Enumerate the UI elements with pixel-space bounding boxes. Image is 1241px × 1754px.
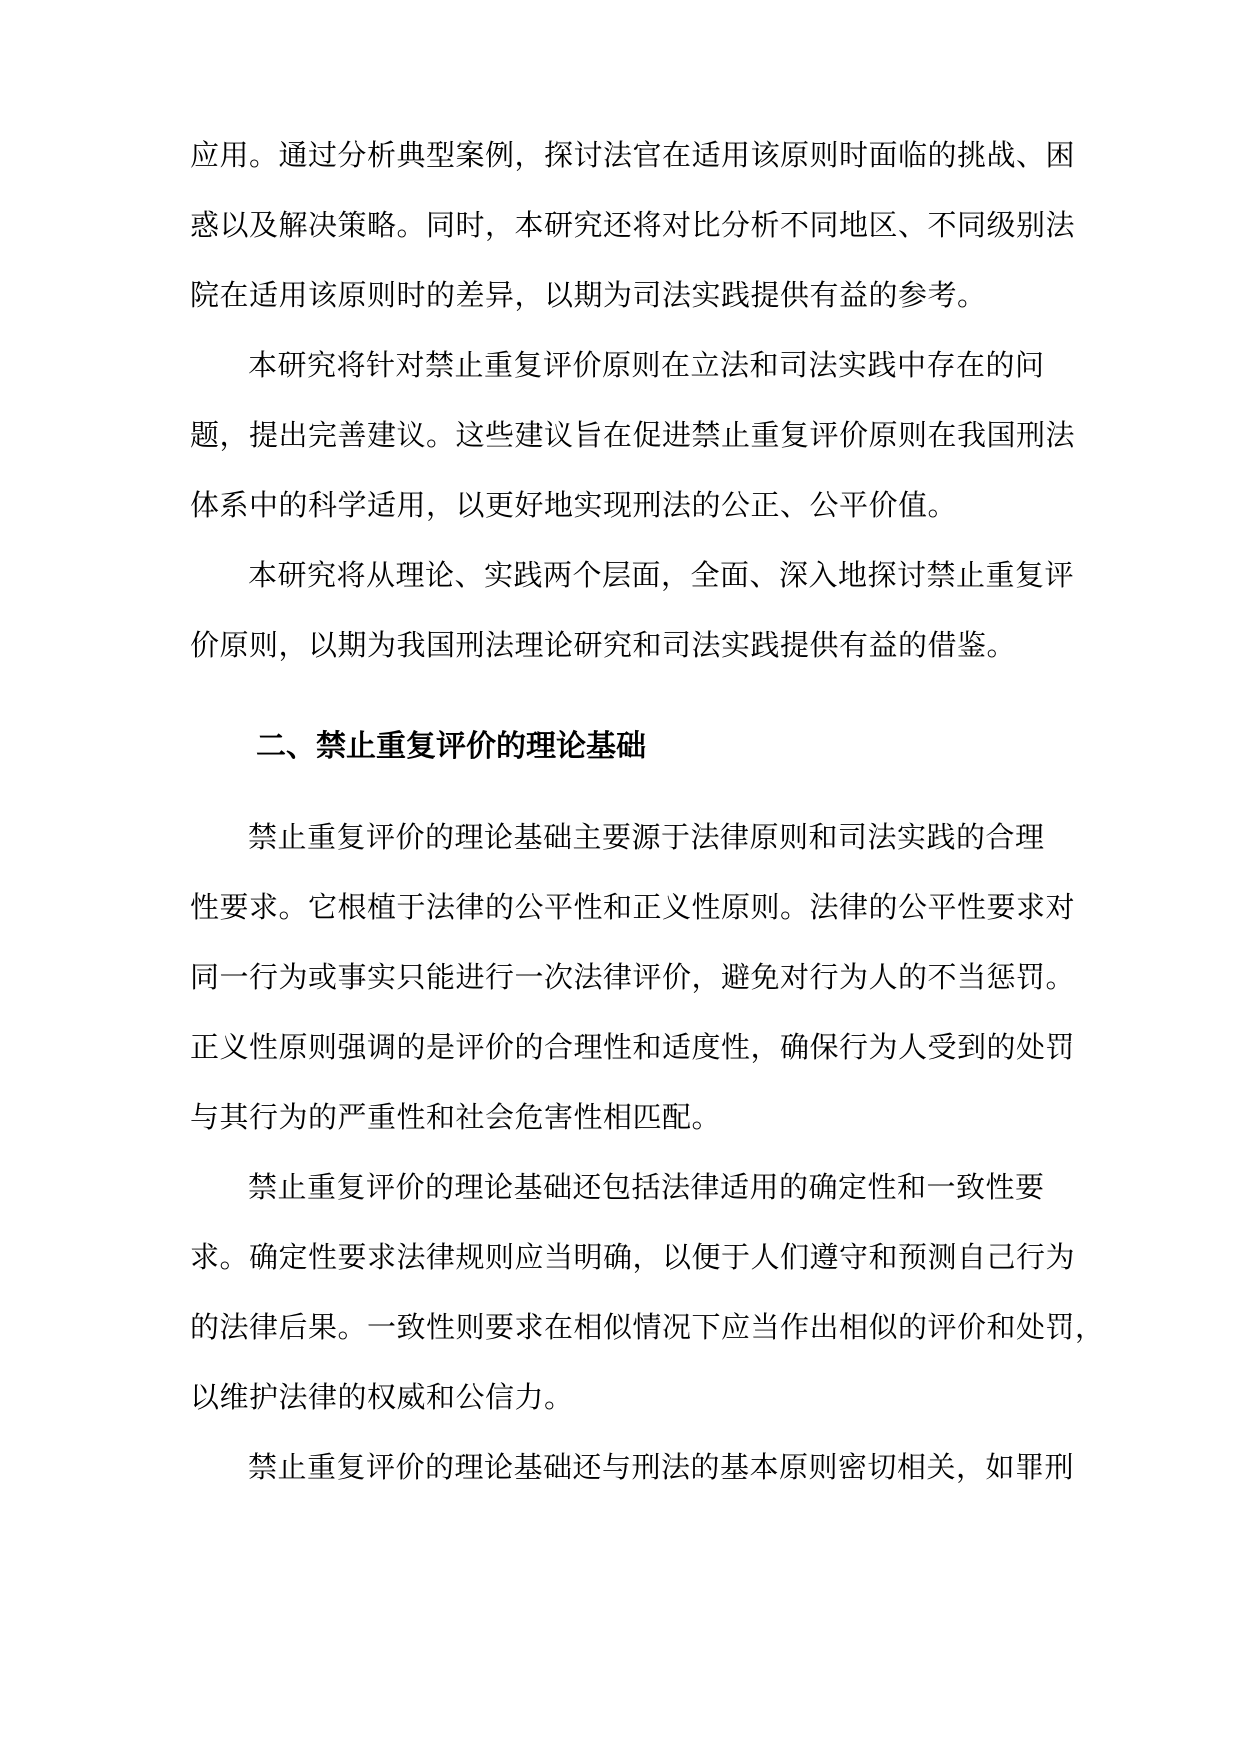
paragraph-line: 性要求。它根植于法律的公平性和正义性原则。法律的公平性要求对 bbox=[190, 890, 1076, 924]
paragraph-line: 院在适用该原则时的差异，以期为司法实践提供有益的参考。 bbox=[190, 278, 987, 312]
paragraph-line: 应用。通过分析典型案例，探讨法官在适用该原则时面临的挑战、困 bbox=[190, 138, 1076, 172]
paragraph-line: 禁止重复评价的理论基础主要源于法律原则和司法实践的合理 bbox=[248, 820, 1045, 854]
paragraph-line: 惑以及解决策略。同时，本研究还将对比分析不同地区、不同级别法 bbox=[190, 208, 1076, 242]
paragraph-line: 的法律后果。一致性则要求在相似情况下应当作出相似的评价和处罚， bbox=[190, 1310, 1105, 1344]
paragraph-line: 正义性原则强调的是评价的合理性和适度性，确保行为人受到的处罚 bbox=[190, 1030, 1076, 1064]
paragraph-line: 求。确定性要求法律规则应当明确，以便于人们遵守和预测自己行为 bbox=[190, 1240, 1076, 1274]
paragraph-line: 价原则，以期为我国刑法理论研究和司法实践提供有益的借鉴。 bbox=[190, 628, 1017, 662]
paragraph-line: 禁止重复评价的理论基础还与刑法的基本原则密切相关，如罪刑 bbox=[248, 1450, 1075, 1484]
paragraph-line: 同一行为或事实只能进行一次法律评价，避免对行为人的不当惩罚。 bbox=[190, 960, 1076, 994]
paragraph-line: 禁止重复评价的理论基础还包括法律适用的确定性和一致性要 bbox=[248, 1170, 1045, 1204]
paragraph-line: 本研究将针对禁止重复评价原则在立法和司法实践中存在的问 bbox=[248, 348, 1045, 382]
paragraph-line: 题，提出完善建议。这些建议旨在促进禁止重复评价原则在我国刑法 bbox=[190, 418, 1076, 452]
section-heading: 二、禁止重复评价的理论基础 bbox=[256, 729, 646, 764]
paragraph-line: 以维护法律的权威和公信力。 bbox=[190, 1380, 574, 1414]
paragraph-line: 与其行为的严重性和社会危害性相匹配。 bbox=[190, 1100, 722, 1134]
paragraph-line: 体系中的科学适用，以更好地实现刑法的公正、公平价值。 bbox=[190, 488, 958, 522]
paragraph-line: 本研究将从理论、实践两个层面，全面、深入地探讨禁止重复评 bbox=[248, 558, 1075, 592]
